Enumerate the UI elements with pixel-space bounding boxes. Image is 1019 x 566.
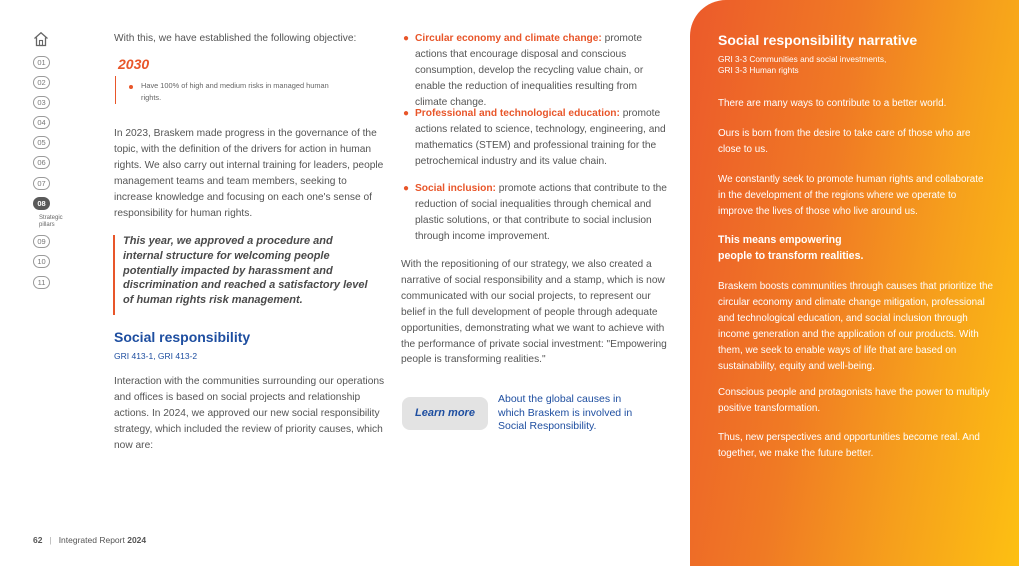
interaction-paragraph: Interaction with the communities surrounding our operations and offices is based on social projects and relationship actions. In 2024, we approved our new social responsibility strategy, which included the review of priority causes, which now are: xyxy=(114,376,385,451)
cause-text: promote actions that encourage disposal and conscious consumption, develop the recycling value chain, or enable the reduction of inequalities resulting from climate change. xyxy=(415,33,644,108)
goal-year: 2030 xyxy=(118,56,150,72)
nav-item-03[interactable]: 03 xyxy=(33,96,50,109)
gri-reference: GRI 413-1, GRI 413-2 xyxy=(114,351,198,361)
page-number: 62 xyxy=(33,535,43,545)
goal-text: Have 100% of high and medium risks in managed human rights. xyxy=(141,81,329,102)
footer-separator: | xyxy=(49,535,52,545)
panel-paragraph: We constantly seek to promote human rights and collaborate in the development of the regions where we operate to improve the lives of those who live around us. xyxy=(718,174,984,217)
report-name: Integrated Report xyxy=(58,535,125,545)
panel-highlight-line: people to transform realities. xyxy=(718,249,864,262)
panel-paragraph: Braskem boosts communities through causes that prioritize the circular economy and climate change mitigation, professional and technological education, and social inclusion through income generation and the application of our products. With them, we seek to enable ways of life that are based on sustainability, equity and well-being. xyxy=(718,281,993,372)
panel-paragraph: Conscious people and protagonists have the power to multiply positive transformation. xyxy=(718,387,990,414)
governance-paragraph: In 2023, Braskem made progress in the governance of the topic, with the definition of the drivers for action in human rights. We also carry out internal training for leaders, people management teams and team members, seeking to increase knowledge and focusing on each one's sense of responsibility for human rights. xyxy=(114,128,384,219)
repositioning-paragraph: With the repositioning of our strategy, we also created a narrative of social responsibility and a stamp, which is now communicated with our social projects, to represent our belief in the full development of people through adequate opportunities, demonstrating what we want to achieve with the performance of private social investment: "Empowering people is transforming realities." xyxy=(401,259,667,366)
panel-gri-line: GRI 3-3 Human rights xyxy=(718,65,799,75)
cause-text: promote actions that contribute to the reduction of social inequalities through chemical and plastic solutions, or that contribute to social inclusion through income improvement. xyxy=(415,183,667,242)
bullet-dot-icon xyxy=(129,85,133,89)
home-icon[interactable] xyxy=(33,31,49,47)
objective-intro: With this, we have established the following objective: xyxy=(114,33,357,44)
panel-gri-reference xyxy=(718,54,886,76)
cause-bullet xyxy=(403,106,667,170)
bullet-dot-icon: ● xyxy=(403,183,410,194)
panel-gri-line: GRI 3-3 Communities and social investments, xyxy=(718,54,887,64)
nav-item-11[interactable]: 11 xyxy=(33,276,50,289)
section-heading: Social responsibility xyxy=(114,329,251,345)
nav-item-02[interactable]: 02 xyxy=(33,76,50,89)
nav-item-08-active[interactable]: 08 xyxy=(33,197,50,210)
quote-divider xyxy=(113,235,115,315)
nav-item-05[interactable]: 05 xyxy=(33,136,50,149)
bullet-dot-icon: ● xyxy=(403,33,410,44)
nav-active-label: Strategic pillars xyxy=(39,215,63,228)
nav-item-06[interactable]: 06 xyxy=(33,156,50,169)
cause-title: Professional and technological education: xyxy=(415,108,620,119)
panel-highlight xyxy=(718,233,993,265)
report-year: 2024 xyxy=(127,535,147,545)
cause-title: Circular economy and climate change: xyxy=(415,33,602,44)
panel-highlight-line: This means empowering xyxy=(718,234,842,246)
page-footer xyxy=(33,535,146,545)
panel-paragraph: There are many ways to contribute to a better world. xyxy=(718,98,947,109)
cause-bullet xyxy=(403,31,667,111)
cause-text: promote actions related to science, technology, engineering, and mathematics (STEM) and professional training for the petrochemical industry and its value chain. xyxy=(415,108,666,167)
nav-item-10[interactable]: 10 xyxy=(33,255,50,268)
panel-title: Social responsibility narrative xyxy=(718,32,918,48)
nav-item-09[interactable]: 09 xyxy=(33,235,50,248)
learn-more-link[interactable]: About the global causes in which Braskem is involved in Social Responsibility. xyxy=(498,393,633,432)
nav-item-04[interactable]: 04 xyxy=(33,116,50,129)
cause-bullet xyxy=(403,181,667,245)
learn-more-button[interactable]: Learn more xyxy=(402,397,488,430)
nav-item-07[interactable]: 07 xyxy=(33,177,50,190)
panel-paragraph: Ours is born from the desire to take care of those who are close to us. xyxy=(718,128,971,155)
cause-title: Social inclusion: xyxy=(415,183,496,194)
goal-divider xyxy=(115,76,116,104)
nav-item-01[interactable]: 01 xyxy=(33,56,50,69)
bullet-dot-icon: ● xyxy=(403,108,410,119)
highlight-quote: This year, we approved a procedure and internal structure for welcoming people potentially impacted by harassment and discrimination and reached a satisfactory level of human rights risk management. xyxy=(123,235,368,307)
panel-paragraph: Thus, new perspectives and opportunities become real. And together, we make the future better. xyxy=(718,432,980,459)
